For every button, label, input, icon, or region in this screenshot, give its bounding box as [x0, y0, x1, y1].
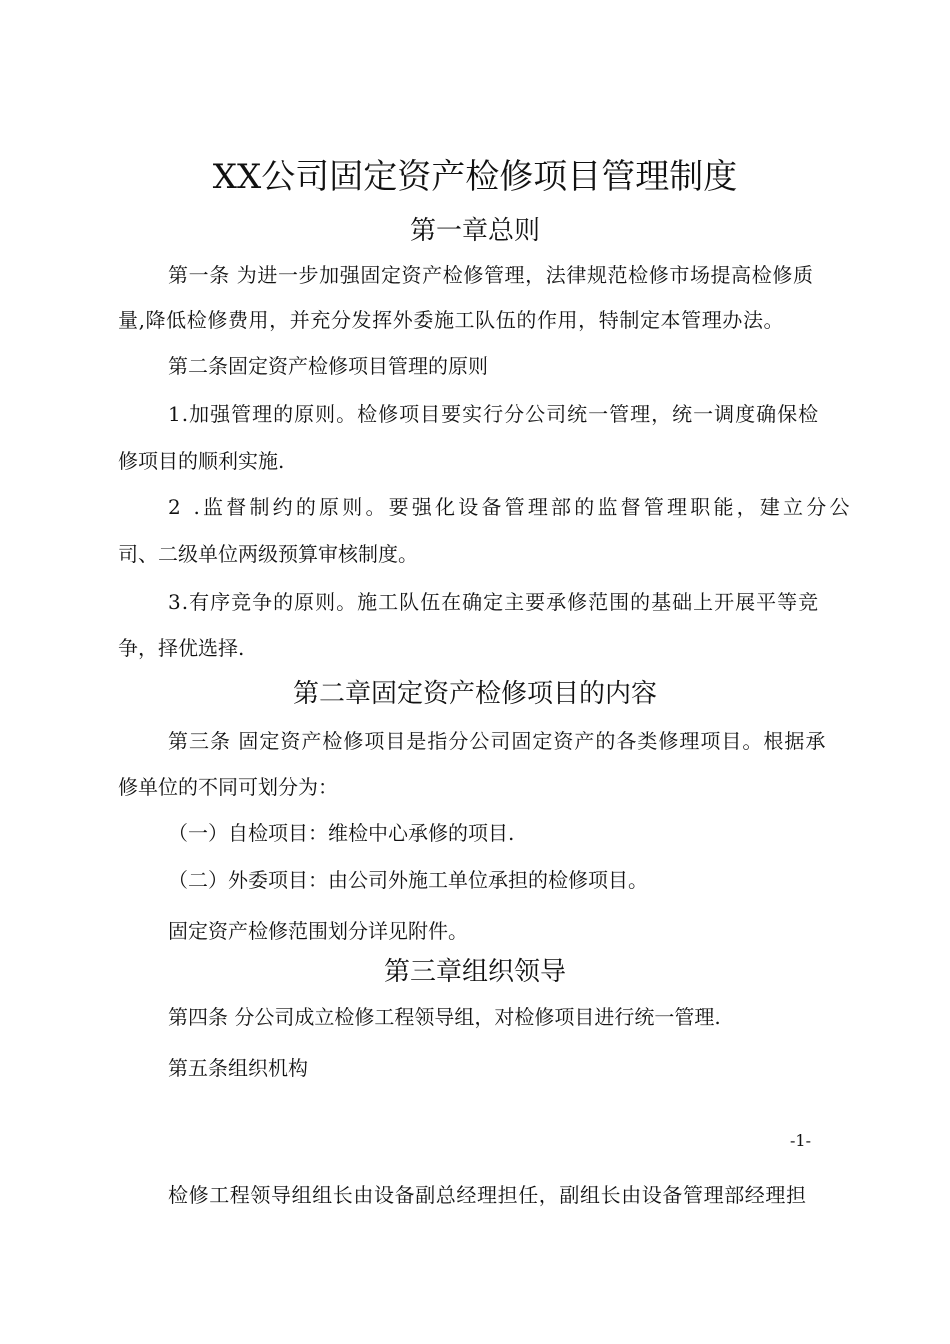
principle-2-line-1: 2 .监督制约的原则。要强化设备管理部的监督管理职能，建立分公 — [168, 495, 853, 519]
article-1-line-2: 量,降低检修费用，并充分发挥外委施工队伍的作用，特制定本管理办法。 — [118, 308, 785, 332]
principle-3-line-1: 3.有序竞争的原则。施工队伍在确定主要承修范围的基础上开展平等竞 — [168, 590, 820, 614]
article-5: 第五条组织机构 — [168, 1056, 308, 1080]
principle-1-line-1: 1.加强管理的原则。检修项目要实行分公司统一管理，统一调度确保检 — [168, 402, 820, 426]
article-2: 第二条固定资产检修项目管理的原则 — [168, 354, 488, 378]
item-outsourced: （二）外委项目：由公司外施工单位承担的检修项目。 — [168, 868, 648, 892]
chapter-2-heading: 第二章固定资产检修项目的内容 — [292, 679, 657, 709]
article-3-line-1: 第三条 固定资产检修项目是指分公司固定资产的各类修理项目。根据承 — [168, 729, 827, 753]
article-3-line-2: 修单位的不同可划分为： — [118, 775, 338, 799]
item-self-inspection: （一）自检项目：维检中心承修的项目. — [168, 821, 515, 845]
next-page-line: 检修工程领导组组长由设备副总经理担任，副组长由设备管理部经理担 — [168, 1183, 807, 1207]
page-number: -1- — [790, 1131, 811, 1150]
principle-1-line-2: 修项目的顺利实施. — [118, 449, 285, 473]
appendix-note: 固定资产检修范围划分详见附件。 — [168, 919, 468, 943]
chapter-1-heading: 第一章总则 — [409, 216, 540, 246]
principle-3-line-2: 争，择优选择. — [118, 636, 245, 660]
article-1-line-1: 第一条 为进一步加强固定资产检修管理，法律规范检修市场提高检修质 — [168, 263, 814, 287]
principle-2-line-2: 司、二级单位两级预算审核制度。 — [118, 542, 418, 566]
article-4: 第四条 分公司成立检修工程领导组，对检修项目进行统一管理. — [168, 1005, 721, 1029]
chapter-3-heading: 第三章组织领导 — [383, 957, 566, 987]
document-title: XX公司固定资产检修项目管理制度 — [212, 157, 738, 197]
